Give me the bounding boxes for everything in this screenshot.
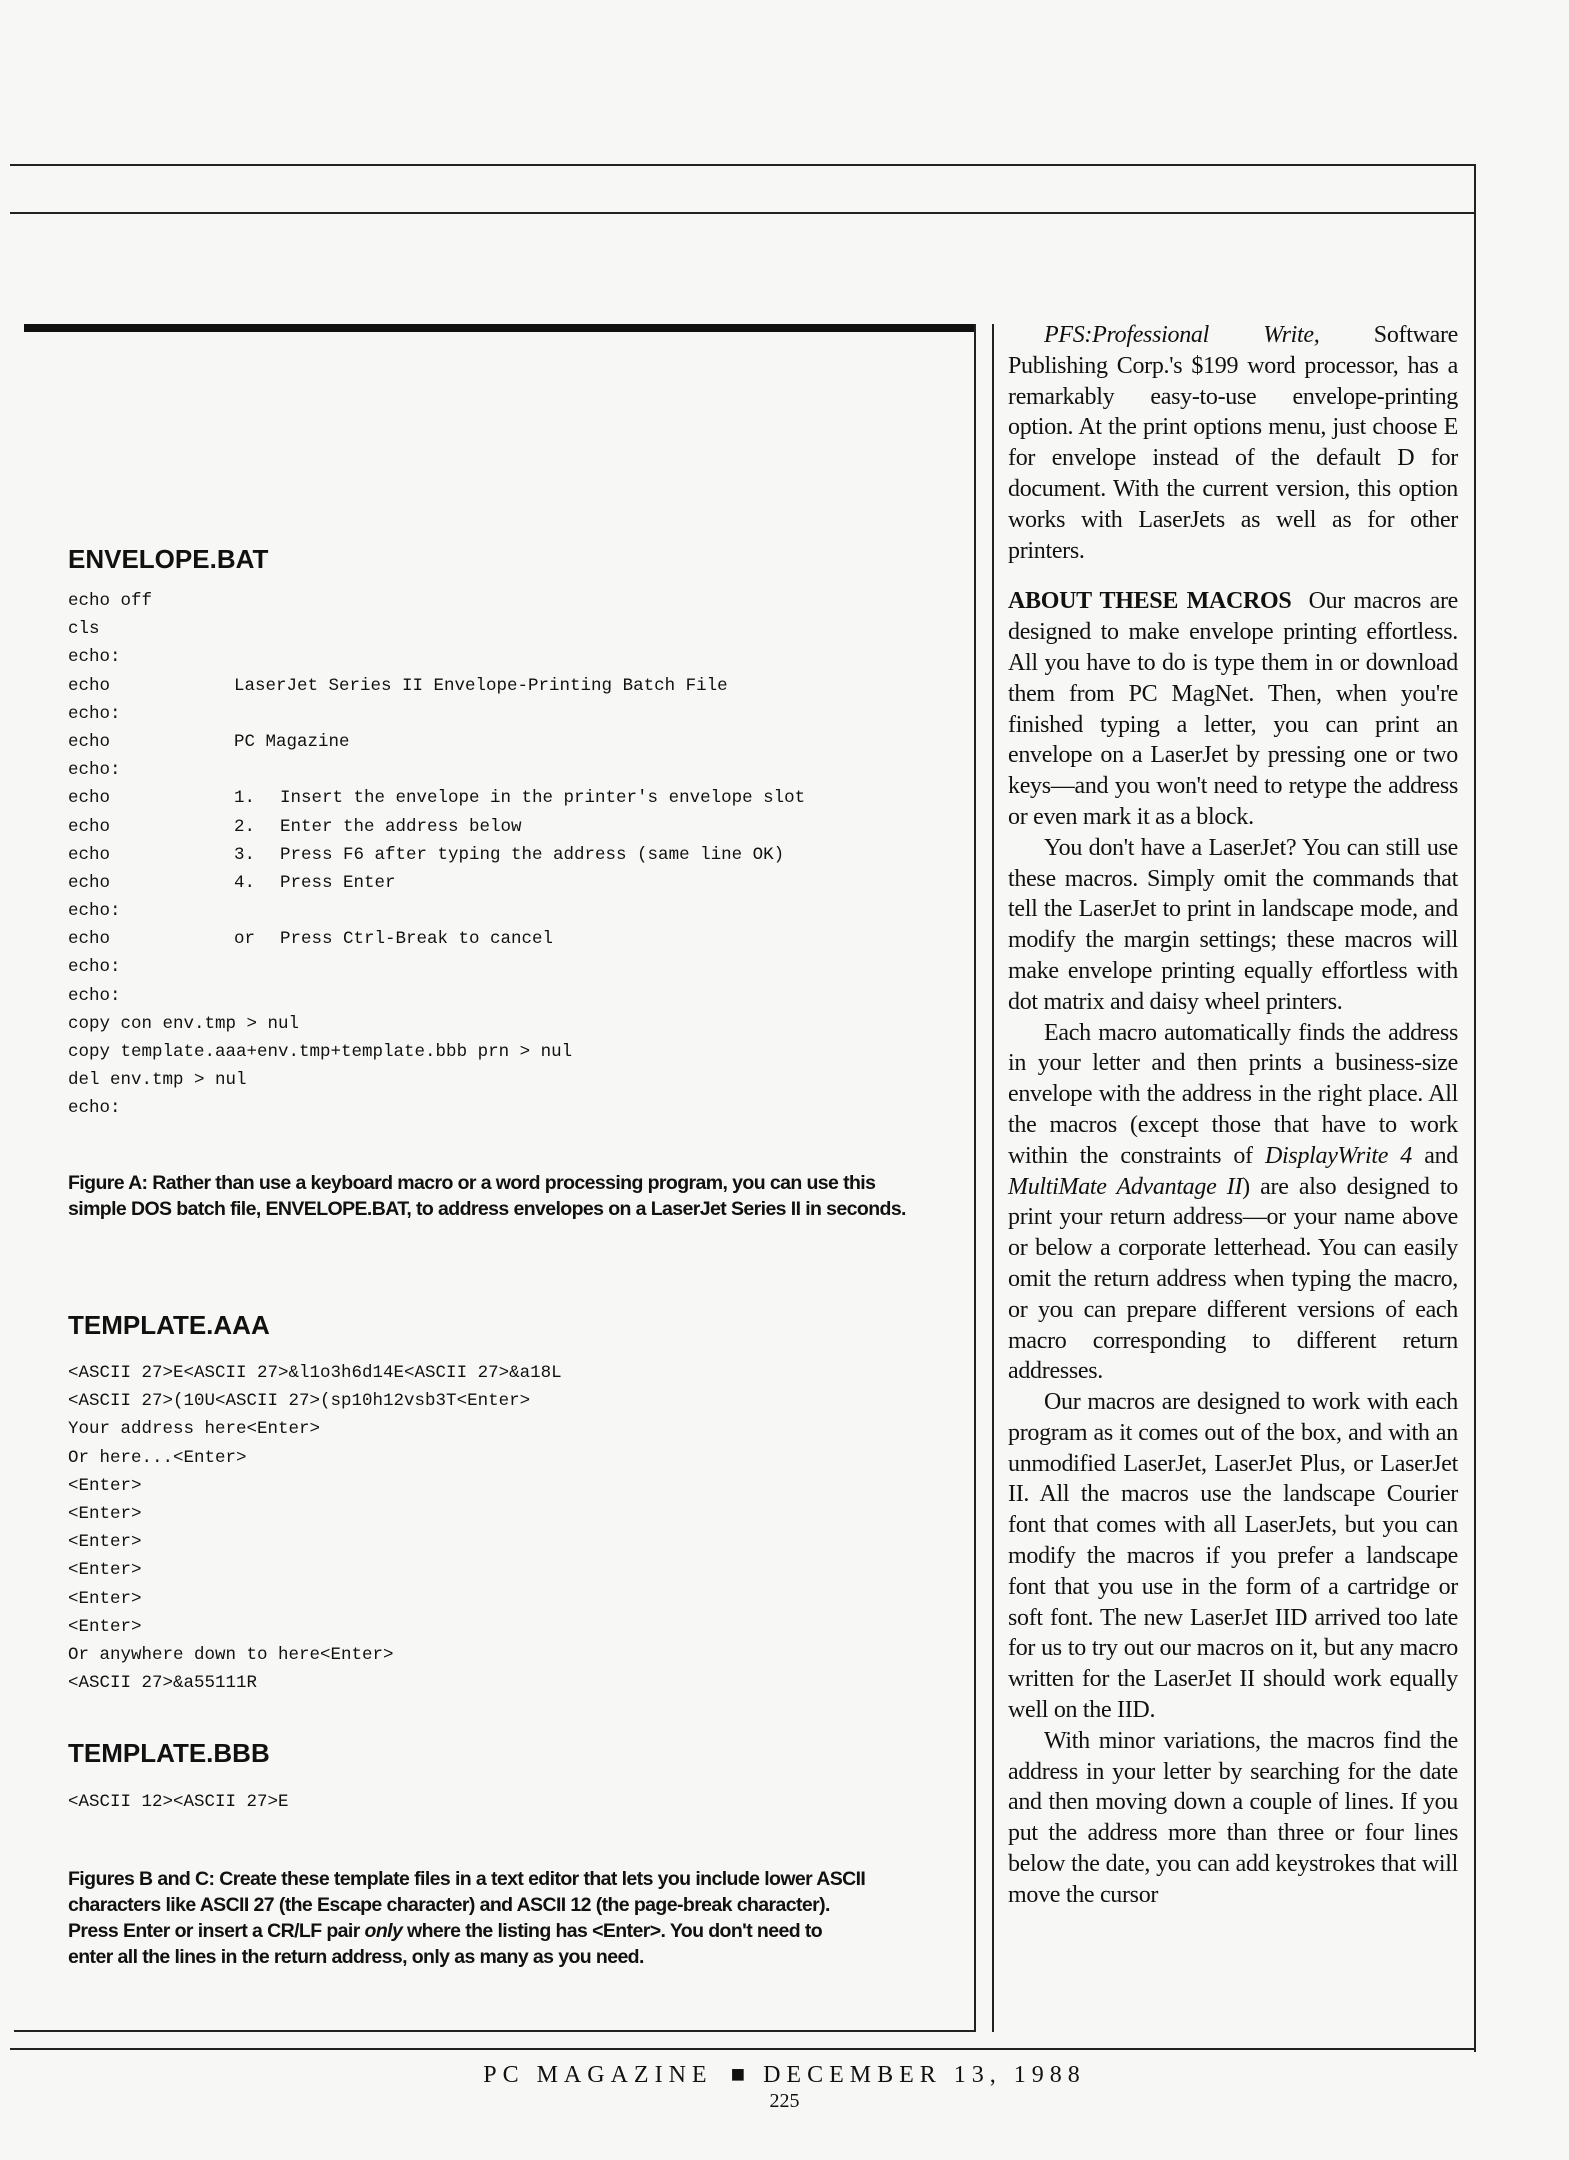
article-paragraph-2 — [1008, 586, 1458, 832]
code-line — [68, 1066, 805, 1094]
code-line — [68, 700, 805, 728]
code-text: del env.tmp > nul — [68, 1070, 247, 1091]
figure-a-label: Figure A: — [68, 1172, 148, 1194]
template-bbb-listing — [68, 1788, 289, 1816]
article-paragraph-6: With minor variations, the macros find the address in your letter by searching for the date and then moving down a couple of lines. If you put the address more than three or four lines below the date, you can add keystrokes that will move the cursor — [1008, 1727, 1458, 1908]
code-text: echo: — [68, 647, 121, 668]
code-line — [68, 982, 805, 1010]
issue-date: DECEMBER 13, 1988 — [763, 2062, 1086, 2088]
code-text: echo: — [68, 1098, 121, 1119]
section-kicker: ABOUT THESE MACROS — [1008, 588, 1292, 615]
figure-a-caption — [68, 1170, 908, 1222]
code-line: <Enter> — [68, 1532, 142, 1553]
code-line — [68, 587, 805, 615]
code-argument: Enter the address below — [280, 816, 522, 837]
code-line — [68, 1010, 805, 1038]
code-line: <ASCII 27>(10U<ASCII 27>(sp10h12vsb3T<Enter> — [68, 1391, 531, 1412]
code-line: Your address here<Enter> — [68, 1419, 321, 1440]
code-text: copy template.aaa+env.tmp+template.bbb prn > nul — [68, 1042, 573, 1062]
article-paragraph-4-c: ) are also designed to print your return address—or your name above or below a corporate letterhead. You can easily omit the return address when typing the macro, or you can prepare different versions of each macro corresponding to different return addresses. — [1008, 1173, 1458, 1385]
figure-a-text: Rather than use a keyboard macro or a word processing program, you can use this simple DOS batch file, ENVELOPE.BAT, to address envelopes on a LaserJet Series II in seconds. — [68, 1172, 906, 1220]
template-aaa-listing — [68, 1359, 562, 1697]
code-line — [68, 784, 805, 812]
code-line — [68, 841, 805, 869]
code-line — [68, 925, 805, 953]
code-line: <Enter> — [68, 1475, 142, 1496]
right-frame-rule — [1474, 164, 1476, 2052]
code-line — [68, 953, 805, 981]
figure-box-top-bar — [24, 324, 974, 332]
code-line: Or here...<Enter> — [68, 1447, 247, 1468]
code-line — [68, 1038, 805, 1066]
code-text: copy con env.tmp > nul — [68, 1013, 300, 1034]
article-paragraph-4-a: Each macro automatically finds the address in your letter and then prints a business-size envelope with the address in the right place. All the macros (except those that have to work within the constraints of — [1008, 1019, 1458, 1169]
figures-b-c-text-1: Create these template files in a text editor that lets you include lower ASCII characters like ASCII 27 (the Escape character) and ASCII 12 (the page-break character). Press Enter or insert a CR/LF pair — [68, 1868, 866, 1942]
article-column — [1008, 320, 1458, 1911]
envelope-bat-listing — [68, 587, 805, 1123]
column-divider — [992, 324, 994, 2032]
code-line — [68, 643, 805, 671]
code-command: echo — [68, 788, 111, 809]
code-line — [68, 728, 805, 756]
code-text: echo: — [68, 957, 121, 978]
code-text: cls — [68, 619, 100, 640]
code-argument: PC Magazine — [234, 731, 350, 752]
code-step-number: or — [234, 929, 256, 950]
code-argument: Press Ctrl-Break to cancel — [280, 929, 554, 950]
top-rule-2 — [10, 212, 1476, 214]
article-paragraph-2-text: Our macros are designed to make envelope printing effortless. All you have to do is type them in or download them from PC MagNet. Then, when you're finished typing a letter, you can print an envelope on a LaserJet by pressing one or two keys—and you won't need to retype the address or even mark it as a block. — [1008, 588, 1458, 830]
page-footer — [0, 2062, 1569, 2089]
code-command: echo — [68, 844, 111, 865]
code-line: Or anywhere down to here<Enter> — [68, 1644, 394, 1665]
template-bbb-heading: TEMPLATE.BBB — [68, 1738, 270, 1768]
code-line — [68, 756, 805, 784]
code-line: <Enter> — [68, 1560, 142, 1581]
code-line — [68, 1094, 805, 1122]
code-text: echo off — [68, 591, 153, 611]
code-text: echo: — [68, 985, 121, 1006]
code-line — [68, 615, 805, 643]
code-argument: Press F6 after typing the address (same line OK) — [280, 844, 785, 865]
code-text: echo: — [68, 901, 121, 922]
code-line — [68, 869, 805, 897]
displaywrite-title: DisplayWrite 4 — [1265, 1142, 1412, 1169]
pfs-title: PFS:Professional Write, — [1044, 322, 1320, 348]
article-paragraph-1-text: Software Publishing Corp.'s $199 word processor, has a remarkably easy-to-use envelope-printing option. At the print options menu, just choose E for envelope instead of the default D for document. With the current version, this option works with LaserJets as well as for other printers. — [1008, 322, 1459, 564]
figures-b-c-caption — [68, 1866, 868, 1970]
code-text: echo: — [68, 760, 121, 781]
code-line: <ASCII 12><ASCII 27>E — [68, 1792, 289, 1812]
code-command: echo — [68, 872, 111, 893]
envelope-bat-heading: ENVELOPE.BAT — [68, 544, 269, 574]
template-aaa-heading: TEMPLATE.AAA — [68, 1310, 270, 1340]
article-paragraph-3: You don't have a LaserJet? You can still use these macros. Simply omit the commands that tell the LaserJet to print in landscape mode, and modify the margin settings; these macros will make envelope printing equally effortless with dot matrix and daisy wheel printers. — [1008, 834, 1458, 1015]
code-step-number: 4. — [234, 872, 256, 893]
publication-name: PC MAGAZINE — [483, 2062, 713, 2088]
code-line: <ASCII 27>E<ASCII 27>&l1o3h6d14E<ASCII 27>&a18L — [68, 1363, 562, 1383]
code-command: echo — [68, 675, 111, 696]
article-paragraph-5: Our macros are designed to work with each program as it comes out of the box, and with an unmodified LaserJet, LaserJet Plus, or LaserJet II. All the macros use the landscape Courier font that comes with all LaserJets, but you can modify the macros if you prefer a landscape font that you use in the form of a cartridge or soft font. The new LaserJet IID arrived too late for us to try out our macros on it, but any macro written for the LaserJet II should work equally well on the IID. — [1008, 1389, 1458, 1724]
article-paragraph-4-b: and — [1412, 1142, 1458, 1169]
code-line: <Enter> — [68, 1588, 142, 1609]
code-line: <Enter> — [68, 1616, 142, 1637]
multimate-title: MultiMate Advantage II — [1008, 1173, 1243, 1200]
figures-b-c-text-2: where the listing has <Enter>. You don't need to enter all the lines in the return address, only as many as you need. — [68, 1920, 823, 1968]
figures-b-c-emphasis: only — [364, 1920, 403, 1942]
article-paragraph-4 — [1008, 1018, 1458, 1388]
code-step-number: 1. — [234, 788, 256, 809]
code-text: echo: — [68, 703, 121, 724]
code-command: echo — [68, 731, 111, 752]
figures-b-c-label: Figures B and C: — [68, 1868, 215, 1890]
page-number: 225 — [769, 2090, 800, 2112]
top-rule-1 — [10, 164, 1476, 166]
code-step-number: 3. — [234, 844, 256, 865]
code-argument: Press Enter — [280, 872, 396, 893]
code-argument: Insert the envelope in the printer's envelope slot — [280, 788, 806, 809]
code-line: <Enter> — [68, 1503, 142, 1524]
code-line: <ASCII 27>&a55111R — [68, 1673, 258, 1694]
code-line — [68, 672, 805, 700]
code-line — [68, 813, 805, 841]
article-paragraph-1 — [1008, 320, 1458, 566]
code-step-number: 2. — [234, 816, 256, 837]
code-command: echo — [68, 929, 111, 950]
code-command: echo — [68, 816, 111, 837]
footer-separator: ■ — [730, 2062, 746, 2088]
code-line — [68, 897, 805, 925]
code-argument: LaserJet Series II Envelope-Printing Batch File — [234, 675, 728, 696]
bottom-rule — [10, 2048, 1476, 2050]
